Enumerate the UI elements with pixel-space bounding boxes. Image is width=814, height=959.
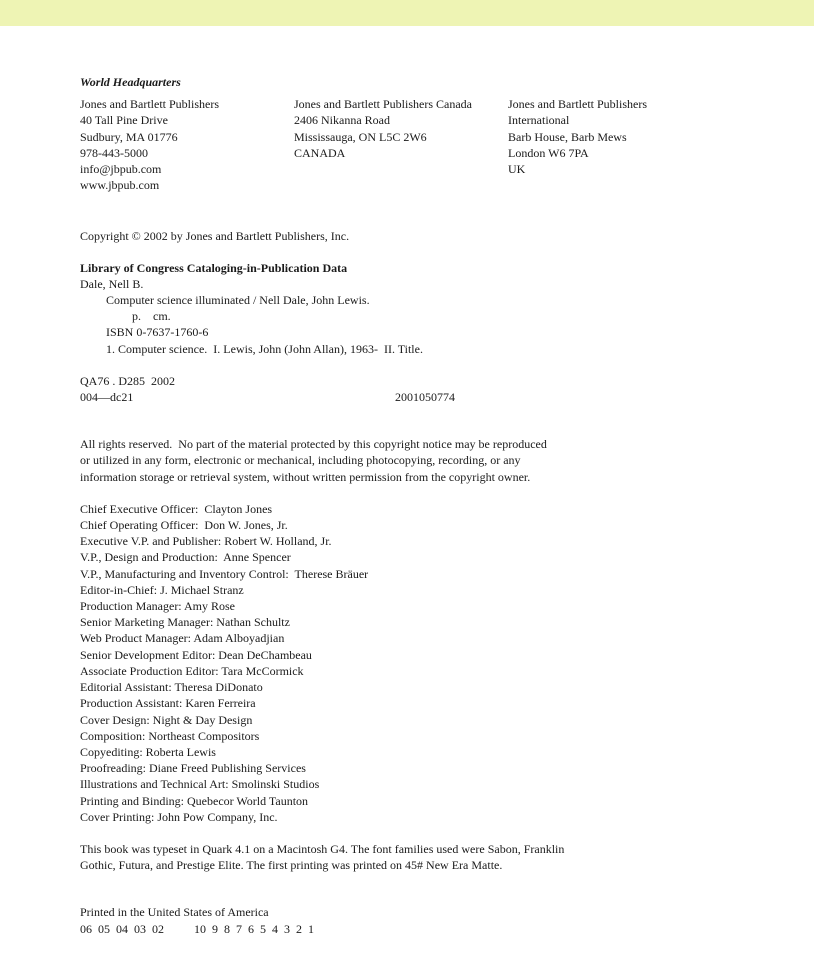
staff-credit: Composition: Northeast Compositors [80, 728, 260, 743]
cip-data-block [80, 260, 780, 406]
cip-subjects: 1. Computer science. I. Lewis, John (John Allan), 1963- II. Title. [106, 341, 423, 356]
typeset-note [80, 841, 780, 873]
address-line: Barb House, Barb Mews [508, 129, 627, 144]
rights-statement [80, 436, 780, 485]
staff-credit: Copyediting: Roberta Lewis [80, 744, 216, 759]
cip-pagination: p. cm. [132, 309, 171, 324]
address-line: UK [508, 162, 526, 177]
staff-credit: Proofreading: Diane Freed Publishing Services [80, 761, 306, 776]
address-line: Jones and Bartlett Publishers Canada [294, 97, 472, 112]
cip-isbn: ISBN 0-7637-1760-6 [106, 325, 209, 340]
staff-credit: Cover Printing: John Pow Company, Inc. [80, 809, 278, 824]
staff-credit: Chief Executive Officer: Clayton Jones [80, 501, 273, 516]
address-line: Jones and Bartlett Publishers [80, 97, 219, 112]
staff-credit: Senior Development Editor: Dean DeChambeau [80, 647, 312, 662]
typeset-line: Gothic, Futura, and Prestige Elite. The first printing was printed on 45# New Era Matte. [80, 858, 503, 873]
copyright-page [80, 74, 780, 937]
cip-author: Dale, Nell B. [80, 276, 144, 291]
lc-call-number: QA76 . D285 2002 [80, 373, 175, 388]
printed-in: Printed in the United States of America [80, 905, 269, 920]
address-international [508, 96, 722, 193]
dewey-row [80, 389, 780, 405]
staff-credit: Production Manager: Amy Rose [80, 599, 235, 614]
address-line: 2406 Nikanna Road [294, 113, 390, 128]
rights-line: information storage or retrieval system, without written permission from the copyright owner. [80, 469, 531, 484]
staff-credit: V.P., Design and Production: Anne Spencer [80, 550, 291, 565]
staff-credit: Cover Design: Night & Day Design [80, 712, 253, 727]
cip-heading: Library of Congress Cataloging-in-Publication Data [80, 260, 348, 275]
address-line: CANADA [294, 145, 346, 160]
staff-credit: Chief Operating Officer: Don W. Jones, Jr. [80, 518, 288, 533]
lccn-number: 2001050774 [395, 390, 455, 405]
staff-credit: Web Product Manager: Adam Alboyadjian [80, 631, 285, 646]
staff-credit: Associate Production Editor: Tara McCormick [80, 663, 304, 678]
call-numbers [80, 373, 780, 405]
rights-line: or utilized in any form, electronic or mechanical, including photocopying, recording, or any [80, 453, 521, 468]
top-banner [0, 0, 814, 26]
copyright-notice: Copyright © 2002 by Jones and Bartlett Publishers, Inc. [80, 229, 350, 244]
staff-credit: V.P., Manufacturing and Inventory Control: Therese Bräuer [80, 566, 369, 581]
address-columns [80, 96, 780, 193]
phone-number: 978-443-5000 [80, 145, 148, 160]
website-url: www.jbpub.com [80, 178, 160, 193]
rights-line: All rights reserved. No part of the material protected by this copyright notice may be reproduced [80, 437, 547, 452]
staff-credit: Illustrations and Technical Art: Smolinski Studios [80, 777, 320, 792]
dewey-number: 004—dc21 [80, 390, 134, 405]
printing-numbers: 06 05 04 03 02 10 9 8 7 6 5 4 3 2 1 [80, 921, 314, 936]
printing-info [80, 904, 780, 936]
address-canada [294, 96, 508, 193]
staff-credit: Editorial Assistant: Theresa DiDonato [80, 680, 263, 695]
typeset-line: This book was typeset in Quark 4.1 on a Macintosh G4. The font families used were Sabon, Franklin [80, 841, 565, 856]
address-line: International [508, 113, 570, 128]
address-line: 40 Tall Pine Drive [80, 113, 168, 128]
address-line: Mississauga, ON L5C 2W6 [294, 129, 427, 144]
staff-credit: Executive V.P. and Publisher: Robert W. Holland, Jr. [80, 534, 332, 549]
cip-title: Computer science illuminated / Nell Dale, John Lewis. [106, 293, 370, 308]
address-line: Sudbury, MA 01776 [80, 129, 178, 144]
staff-credits [80, 501, 780, 825]
staff-credit: Production Assistant: Karen Ferreira [80, 696, 256, 711]
staff-credit: Editor-in-Chief: J. Michael Stranz [80, 582, 244, 597]
address-line: London W6 7PA [508, 145, 589, 160]
address-usa [80, 96, 294, 193]
staff-credit: Senior Marketing Manager: Nathan Schultz [80, 615, 290, 630]
world-headquarters-heading: World Headquarters [80, 75, 181, 89]
email-address: info@jbpub.com [80, 162, 162, 177]
staff-credit: Printing and Binding: Quebecor World Taunton [80, 793, 309, 808]
address-line: Jones and Bartlett Publishers [508, 97, 647, 112]
